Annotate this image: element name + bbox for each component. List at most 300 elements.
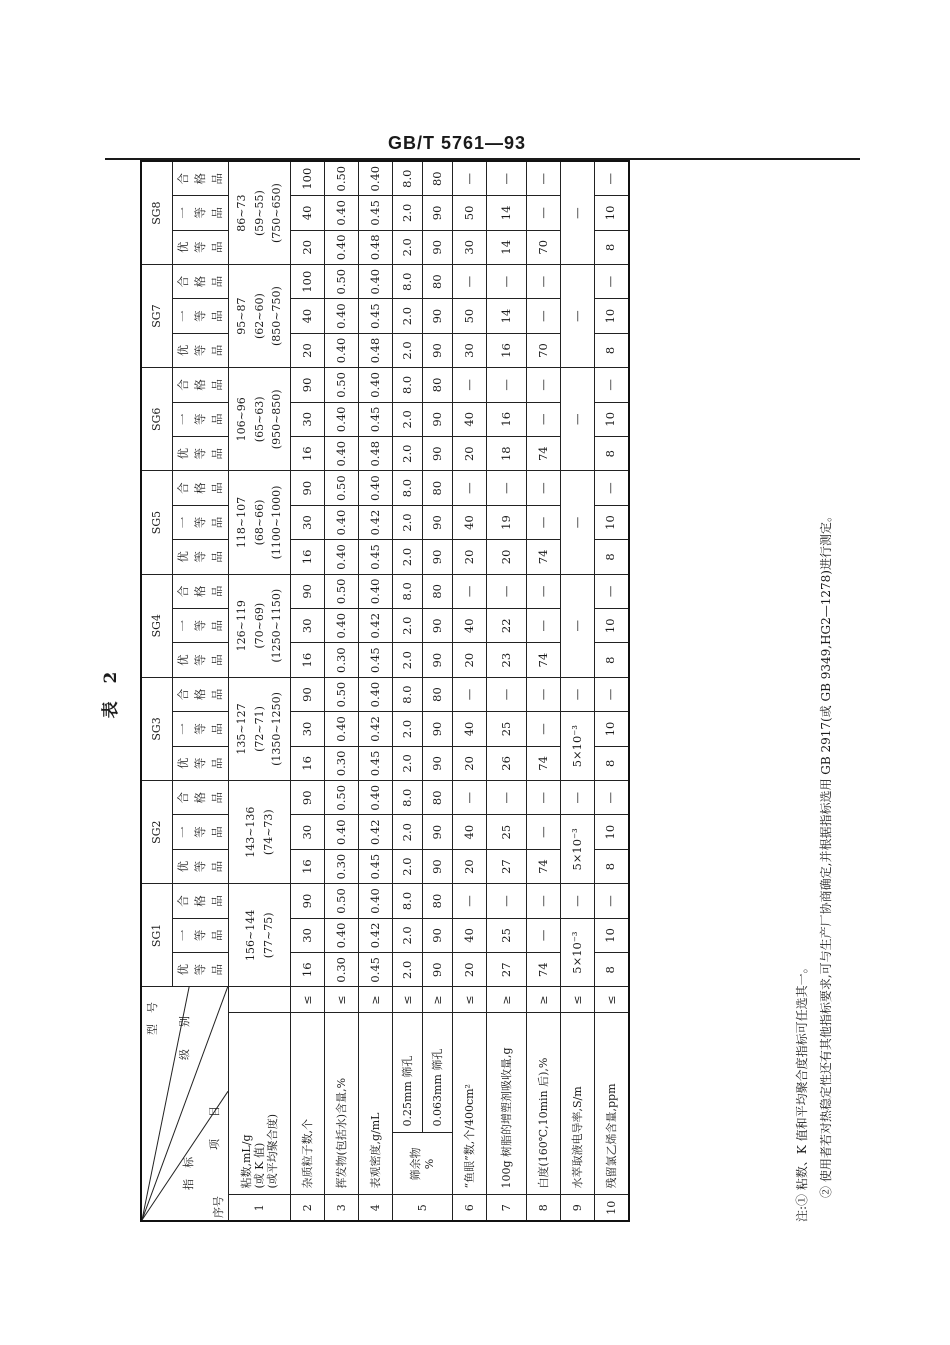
viscosity-line: 86~73 (235, 194, 249, 232)
value-cell: — (527, 574, 561, 608)
value-cell: — (453, 161, 487, 195)
value-cell: 2.0 (393, 815, 423, 849)
value-cell: 2.0 (393, 953, 423, 987)
table-row (393, 161, 423, 1221)
value-cell: — (527, 677, 561, 711)
grade-cell (173, 746, 229, 780)
note-1: 注:① 粘数、K 值和平均聚合度指标可任选其一。 (795, 961, 809, 1222)
grade-cell (173, 230, 229, 264)
value-cell: 0.40 (325, 815, 359, 849)
grade-char: 品 (210, 585, 225, 598)
row-direction: ≤ (325, 987, 359, 1013)
viscosity-line: (1250~1150) (270, 588, 284, 663)
row-item-line: (或平均聚合度) (266, 1113, 280, 1189)
grade-char: 品 (210, 826, 225, 838)
value-cell: 80 (423, 677, 453, 711)
value-cell: 0.40 (359, 574, 393, 608)
grade-cell (173, 437, 229, 471)
table-row (359, 161, 393, 1221)
value-cell: 90 (291, 574, 325, 608)
value-cell: 0.50 (325, 677, 359, 711)
grade-char: 格 (192, 172, 207, 185)
grade-char: 优 (175, 551, 190, 563)
value-cell: 74 (527, 746, 561, 780)
value-cell: — (453, 677, 487, 711)
value-cell: 40 (453, 918, 487, 952)
row-item (229, 1013, 291, 1195)
value-cell: 40 (453, 712, 487, 746)
grade-cell (173, 161, 229, 195)
row-direction: ≤ (291, 987, 325, 1013)
value-cell: 40 (291, 196, 325, 230)
row-item-line: 残留氯乙烯含量,ppm (604, 1083, 618, 1189)
value-cell: 70 (527, 333, 561, 367)
value-cell: 20 (453, 953, 487, 987)
value-cell: — (595, 264, 629, 298)
value-cell: 27 (487, 953, 527, 987)
value-cell: — (527, 781, 561, 815)
grade-char: 格 (192, 688, 207, 701)
row-item (561, 1013, 595, 1195)
value-cell: 80 (423, 574, 453, 608)
value-cell: 100 (291, 161, 325, 195)
value-cell: 2.0 (393, 609, 423, 643)
value-cell: — (487, 368, 527, 402)
value-cell: 8.0 (393, 677, 423, 711)
grade-char: 优 (175, 344, 190, 357)
value-cell: 90 (423, 953, 453, 987)
value-cell: 8.0 (393, 368, 423, 402)
grade-char: 一 (175, 929, 190, 942)
model-sg1: SG1 (141, 884, 173, 987)
table-row (229, 161, 291, 1221)
value-cell: 25 (487, 918, 527, 952)
row-direction: ≥ (487, 987, 527, 1013)
grade-char: 格 (192, 379, 207, 391)
grade-char: 等 (192, 344, 207, 357)
corner-label-grade: 级 别 (178, 1016, 191, 1060)
value-cell: 10 (595, 299, 629, 333)
value-cell: — (487, 574, 527, 608)
viscosity-line: (72~71) (252, 706, 266, 752)
value-cell: — (527, 471, 561, 505)
row-item-line: “鱼眼”数,个/400cm² (462, 1084, 476, 1189)
value-cell: 80 (423, 161, 453, 195)
grade-char: 等 (192, 207, 207, 219)
row-item-line: 杂质粒子数,个 (300, 1119, 314, 1189)
viscosity-line: 118~107 (235, 496, 249, 549)
grade-char: 一 (175, 723, 190, 735)
value-cell: 30 (291, 402, 325, 436)
row-no: 2 (291, 1195, 325, 1221)
value-cell: 80 (423, 471, 453, 505)
value-cell: — (561, 574, 595, 677)
grade-char: 品 (210, 413, 225, 426)
grade-char: 品 (210, 619, 225, 632)
row-item-line: 挥发物(包括水)含量,% (334, 1077, 348, 1189)
value-cell: 0.40 (325, 333, 359, 367)
grade-char: 等 (192, 929, 207, 942)
table-row (561, 161, 595, 1221)
grade-char: 合 (175, 792, 190, 804)
row-item-line: 筛余物 (409, 1147, 423, 1181)
value-cell: 2.0 (393, 333, 423, 367)
grade-char: 品 (210, 241, 225, 254)
value-cell: — (561, 781, 595, 815)
grade-cell (173, 849, 229, 883)
viscosity-cell (229, 368, 291, 471)
value-cell: 2.0 (393, 402, 423, 436)
model-sg8: SG8 (141, 161, 173, 264)
model-sg7: SG7 (141, 264, 173, 367)
value-cell: 10 (595, 918, 629, 952)
grade-char: 品 (210, 551, 225, 563)
value-cell: 90 (423, 402, 453, 436)
table-row (291, 161, 325, 1221)
grade-char: 品 (210, 929, 225, 942)
value-cell: 14 (487, 230, 527, 264)
grade-char: 品 (210, 310, 225, 322)
value-cell: 8.0 (393, 471, 423, 505)
value-cell: 0.40 (325, 609, 359, 643)
value-cell: 16 (291, 746, 325, 780)
value-cell: 30 (291, 505, 325, 539)
grade-cell (173, 677, 229, 711)
value-cell: 23 (487, 643, 527, 677)
grade-cell (173, 884, 229, 918)
row-direction: ≤ (595, 987, 629, 1013)
row-item-line: % (422, 1158, 436, 1170)
value-cell: — (527, 402, 561, 436)
value-cell: — (487, 781, 527, 815)
grade-char: 合 (175, 688, 190, 701)
value-cell: 0.45 (359, 196, 393, 230)
value-cell: 0.40 (359, 471, 393, 505)
grade-char: 等 (192, 826, 207, 838)
value-cell: 0.45 (359, 402, 393, 436)
grade-cell (173, 815, 229, 849)
value-cell: 8.0 (393, 781, 423, 815)
row-no: 10 (595, 1195, 629, 1221)
value-cell: 0.45 (359, 540, 393, 574)
grade-char: 等 (192, 619, 207, 632)
value-cell: 16 (291, 540, 325, 574)
value-cell: — (527, 196, 561, 230)
value-cell: 90 (423, 196, 453, 230)
value-cell: 90 (423, 815, 453, 849)
value-cell: 2.0 (393, 299, 423, 333)
corner-label-model: 型 号 (146, 1002, 159, 1035)
grade-char: 等 (192, 413, 207, 426)
value-cell: 19 (487, 505, 527, 539)
grade-cell (173, 368, 229, 402)
value-cell: 100 (291, 264, 325, 298)
value-cell: 8 (595, 230, 629, 264)
value-cell: 2.0 (393, 505, 423, 539)
grade-char: 品 (210, 895, 225, 907)
grade-char: 合 (175, 172, 190, 185)
value-cell: 0.42 (359, 918, 393, 952)
viscosity-cell (229, 161, 291, 264)
grade-char: 品 (210, 654, 225, 666)
value-cell: 20 (453, 746, 487, 780)
value-cell: 90 (291, 884, 325, 918)
viscosity-cell (229, 264, 291, 367)
grade-cell (173, 299, 229, 333)
viscosity-line: (850~750) (270, 286, 284, 346)
viscosity-line: (74~73) (261, 809, 275, 856)
table-title: 表 2 (101, 665, 121, 719)
grade-char: 合 (175, 895, 190, 907)
model-sg4: SG4 (141, 574, 173, 677)
grade-char: 品 (210, 792, 225, 804)
value-cell: 30 (453, 333, 487, 367)
value-cell: — (595, 368, 629, 402)
viscosity-line: (1350~1250) (270, 692, 284, 766)
value-cell: — (527, 264, 561, 298)
value-cell: 0.40 (325, 540, 359, 574)
grade-char: 品 (210, 379, 225, 391)
value-cell: 0.50 (325, 884, 359, 918)
value-cell: 16 (291, 849, 325, 883)
grade-cell (173, 609, 229, 643)
value-cell: 0.40 (325, 505, 359, 539)
value-cell: 0.50 (325, 574, 359, 608)
grade-char: 等 (192, 964, 207, 976)
value-cell: 0.40 (325, 230, 359, 264)
value-cell: 90 (291, 677, 325, 711)
grade-char: 品 (210, 688, 225, 701)
value-cell: 16 (291, 437, 325, 471)
value-cell: 70 (527, 230, 561, 264)
row-item-line: 表观密度,g/mL (368, 1112, 382, 1189)
model-sg2: SG2 (141, 781, 173, 884)
value-cell: — (453, 264, 487, 298)
value-cell: — (527, 918, 561, 952)
value-cell: 10 (595, 712, 629, 746)
value-cell: — (561, 677, 595, 711)
value-cell: 0.40 (325, 196, 359, 230)
viscosity-line: 156~144 (243, 909, 257, 961)
viscosity-line: 135~127 (235, 703, 249, 755)
value-cell: 8 (595, 746, 629, 780)
value-cell: 30 (291, 815, 325, 849)
value-cell: 90 (423, 746, 453, 780)
row-item (487, 1013, 527, 1195)
value-cell: 0.48 (359, 230, 393, 264)
viscosity-line: (1100~1000) (270, 485, 284, 560)
grade-char: 等 (192, 654, 207, 666)
grade-char: 格 (192, 895, 207, 907)
value-cell: 0.40 (359, 368, 393, 402)
value-cell: 30 (291, 609, 325, 643)
grade-cell (173, 712, 229, 746)
grade-cell (173, 918, 229, 952)
value-cell: 0.50 (325, 368, 359, 402)
corner-label-seq: 序号 (212, 1196, 225, 1218)
row-no: 6 (453, 1195, 487, 1221)
grade-char: 格 (192, 482, 207, 494)
value-cell: 90 (423, 299, 453, 333)
value-cell: — (527, 609, 561, 643)
value-cell: 74 (527, 953, 561, 987)
value-cell: — (561, 161, 595, 264)
value-cell: — (561, 884, 595, 918)
value-cell: 2.0 (393, 230, 423, 264)
value-cell: — (595, 161, 629, 195)
viscosity-cell (229, 781, 291, 884)
value-cell: 0.42 (359, 712, 393, 746)
corner-label-indicator: 指 标 (182, 1157, 195, 1190)
row-item-line: 100g 树脂的增塑剂吸收量,g (499, 1047, 513, 1189)
viscosity-line: (77~75) (261, 912, 275, 959)
grade-cell (173, 196, 229, 230)
grade-char: 优 (175, 654, 190, 666)
value-cell: 2.0 (393, 196, 423, 230)
value-cell: 90 (423, 230, 453, 264)
row-direction: ≥ (527, 987, 561, 1013)
value-cell: — (527, 884, 561, 918)
grade-char: 格 (192, 585, 207, 598)
value-cell: 0.48 (359, 437, 393, 471)
value-cell: 50 (453, 196, 487, 230)
value-cell: 0.30 (325, 953, 359, 987)
value-cell: 90 (423, 712, 453, 746)
value-cell: 80 (423, 264, 453, 298)
value-cell: 8.0 (393, 884, 423, 918)
viscosity-cell (229, 677, 291, 780)
viscosity-line: (68~66) (252, 499, 266, 546)
value-cell: 0.45 (359, 953, 393, 987)
grade-char: 品 (210, 482, 225, 494)
value-cell: — (561, 264, 595, 367)
value-cell: 0.30 (325, 746, 359, 780)
value-cell: 90 (423, 505, 453, 539)
table-row (487, 161, 527, 1221)
value-cell: 0.45 (359, 643, 393, 677)
viscosity-line: 95~87 (235, 297, 249, 335)
grade-char: 品 (210, 172, 225, 185)
table-row (325, 161, 359, 1221)
table-row (527, 161, 561, 1221)
row-item (359, 1013, 393, 1195)
value-cell: 5×10⁻³ (561, 918, 595, 987)
value-cell: 90 (423, 643, 453, 677)
value-cell: — (453, 574, 487, 608)
value-cell: 90 (291, 781, 325, 815)
value-cell: — (527, 815, 561, 849)
grade-char: 品 (210, 207, 225, 219)
value-cell: 2.0 (393, 918, 423, 952)
value-cell: 14 (487, 299, 527, 333)
grade-char: 优 (175, 964, 190, 976)
grade-char: 等 (192, 551, 207, 563)
value-cell: 8 (595, 333, 629, 367)
grade-cell (173, 574, 229, 608)
grade-char: 品 (210, 275, 225, 288)
row-direction: ≥ (423, 987, 453, 1013)
grade-cell (173, 402, 229, 436)
row-no: 5 (393, 1195, 453, 1221)
row-direction: ≤ (393, 987, 423, 1013)
viscosity-line: (70~69) (252, 602, 266, 649)
value-cell: 90 (423, 437, 453, 471)
value-cell: 0.40 (359, 161, 393, 195)
value-cell: — (561, 471, 595, 574)
value-cell: 16 (487, 402, 527, 436)
row-direction: ≤ (453, 987, 487, 1013)
grade-char: 等 (192, 757, 207, 770)
value-cell: 30 (291, 712, 325, 746)
value-cell: 8 (595, 643, 629, 677)
value-cell: — (487, 677, 527, 711)
value-cell: 16 (291, 643, 325, 677)
grade-char: 一 (175, 413, 190, 426)
value-cell: 8.0 (393, 264, 423, 298)
value-cell: 0.50 (325, 161, 359, 195)
value-cell: 22 (487, 609, 527, 643)
row-no: 9 (561, 1195, 595, 1221)
value-cell: — (595, 677, 629, 711)
value-cell: — (487, 161, 527, 195)
value-cell: — (527, 505, 561, 539)
value-cell: 74 (527, 437, 561, 471)
row-direction: ≥ (359, 987, 393, 1013)
value-cell: 16 (487, 333, 527, 367)
value-cell: 0.45 (359, 746, 393, 780)
value-cell: 2.0 (393, 849, 423, 883)
grade-char: 合 (175, 379, 190, 391)
table-notes (790, 162, 838, 1222)
grade-char: 优 (175, 860, 190, 873)
grade-char: 优 (175, 447, 190, 460)
value-cell: 0.40 (359, 677, 393, 711)
row-item-line: 粘数,mL/g (239, 1134, 253, 1189)
row-item (393, 1133, 453, 1195)
value-cell: 0.40 (359, 781, 393, 815)
grade-cell (173, 781, 229, 815)
grade-cell (173, 540, 229, 574)
value-cell: 0.50 (325, 781, 359, 815)
value-cell: 74 (527, 540, 561, 574)
value-cell: 80 (423, 781, 453, 815)
value-cell: — (595, 574, 629, 608)
corner-label-item: 项 目 (208, 1106, 221, 1150)
grade-cell (173, 643, 229, 677)
value-cell: 20 (453, 849, 487, 883)
model-sg5: SG5 (141, 471, 173, 574)
value-cell: 20 (487, 540, 527, 574)
row-subitem: 0.25mm 筛孔 (393, 1013, 423, 1133)
grade-char: 等 (192, 860, 207, 873)
value-cell: 40 (453, 815, 487, 849)
viscosity-cell (229, 884, 291, 987)
value-cell: 90 (291, 368, 325, 402)
grade-char: 合 (175, 585, 190, 598)
grade-cell (173, 264, 229, 298)
row-item (291, 1013, 325, 1195)
value-cell: 2.0 (393, 643, 423, 677)
grade-char: 等 (192, 723, 207, 735)
grade-char: 品 (210, 447, 225, 460)
value-cell: 8 (595, 953, 629, 987)
viscosity-line: 106~96 (235, 397, 249, 442)
value-cell: 0.40 (325, 299, 359, 333)
value-cell: 25 (487, 815, 527, 849)
value-cell: — (487, 264, 527, 298)
grade-char: 合 (175, 275, 190, 288)
value-cell: 5×10⁻³ (561, 712, 595, 781)
